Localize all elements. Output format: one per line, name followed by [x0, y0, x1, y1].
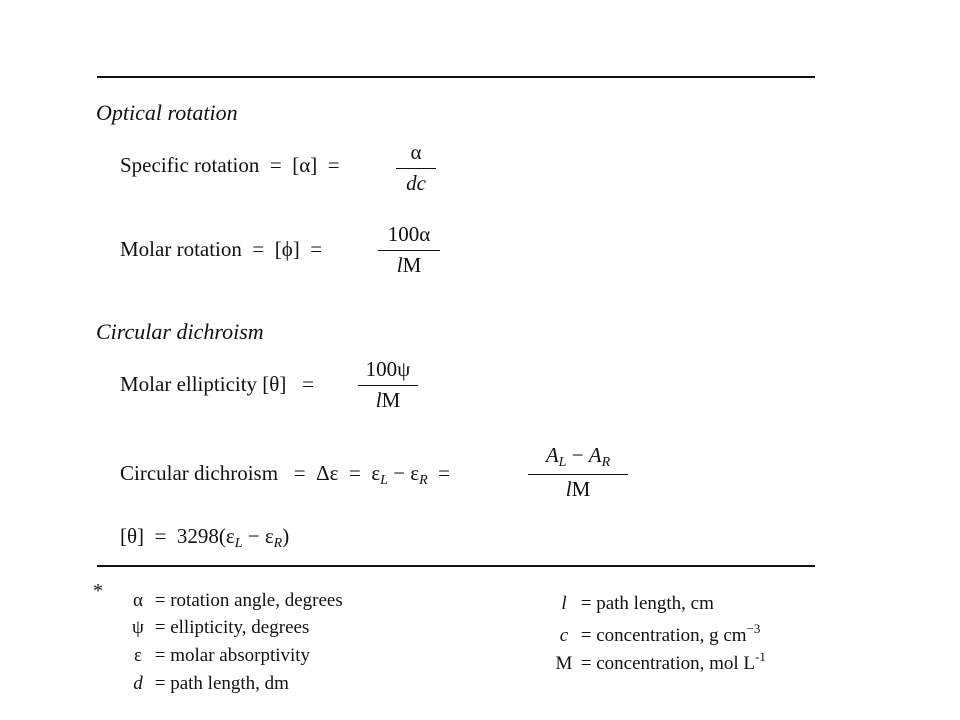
- theta-conversion-equation: [120, 524, 289, 552]
- equals-sign: =: [264, 153, 287, 177]
- epsilon-L: $\varepsilon_L$: [371, 461, 388, 488]
- fraction-bar: [528, 474, 628, 475]
- legend-left-item: α = rotation angle, degrees: [133, 590, 343, 611]
- molar-rotation-label: Molar rotation: [120, 237, 242, 261]
- theta-symbol: [θ]: [120, 524, 145, 548]
- circular-dichroism-heading: Circular dichroism: [96, 319, 264, 344]
- legend-right-item: l = path length, cm: [561, 593, 714, 614]
- optical-rotation-heading: Optical rotation: [96, 100, 238, 125]
- legend-left-item: ψ = ellipticity, degrees: [132, 617, 310, 638]
- equals-sign: =: [149, 524, 172, 548]
- equals-sign: =: [247, 237, 270, 261]
- molar-rotation-symbol: [ϕ]: [274, 237, 300, 261]
- conversion-expression: $3298(\varepsilon_L - \varepsilon_R)$: [176, 524, 290, 551]
- equals-sign: =: [283, 461, 311, 485]
- molar-rotation-fraction: [378, 222, 440, 278]
- equals-sign: =: [291, 372, 314, 396]
- fraction-denominator: lM: [565, 477, 591, 501]
- circular-dichroism-equation: [120, 461, 450, 489]
- molar-rotation-equation: [120, 237, 322, 262]
- specific-rotation-label: Specific rotation: [120, 153, 260, 177]
- delta-epsilon: Δε: [316, 461, 339, 485]
- fraction-numerator: 100α: [387, 222, 431, 246]
- epsilon-R: $\varepsilon_R$: [410, 461, 428, 488]
- molar-ellipticity-equation: [120, 372, 314, 397]
- equals-sign: =: [432, 461, 451, 485]
- equals-sign: =: [322, 153, 340, 177]
- fraction-denominator: lM: [375, 388, 401, 412]
- legend-right-item: M = concentration, mol $L^{-1}$: [555, 649, 766, 674]
- fraction-denominator: lM: [396, 253, 422, 277]
- fraction-bar: [378, 250, 440, 251]
- fraction-denominator: dc: [406, 171, 426, 195]
- fraction-numerator: $A_L - A_R$: [545, 443, 611, 470]
- equals-sign: =: [343, 461, 367, 485]
- fraction-bar: [396, 168, 436, 169]
- fraction-bar: [358, 385, 418, 386]
- specific-rotation-fraction: [396, 140, 436, 196]
- circular-dichroism-fraction: [528, 443, 628, 502]
- legend-left-item: d = path length, dm: [133, 673, 289, 694]
- equals-sign: =: [305, 237, 323, 261]
- fraction-numerator: 100ψ: [365, 357, 411, 381]
- legend-asterisk: *: [93, 580, 103, 602]
- fraction-numerator: α: [410, 140, 422, 164]
- specific-rotation-symbol: [α]: [292, 153, 318, 177]
- top-rule: [97, 76, 815, 78]
- legend-right-item: c = concentration, g $cm^{-3}$: [559, 621, 761, 646]
- legend-left-item: ε = molar absorptivity: [134, 645, 311, 666]
- minus-sign: −: [393, 461, 406, 485]
- molar-ellipticity-label: Molar ellipticity [θ]: [120, 372, 287, 396]
- molar-ellipticity-fraction: [358, 357, 418, 413]
- specific-rotation-equation: [120, 153, 340, 178]
- circular-dichroism-label: Circular dichroism: [120, 461, 279, 485]
- bottom-rule: [97, 565, 815, 567]
